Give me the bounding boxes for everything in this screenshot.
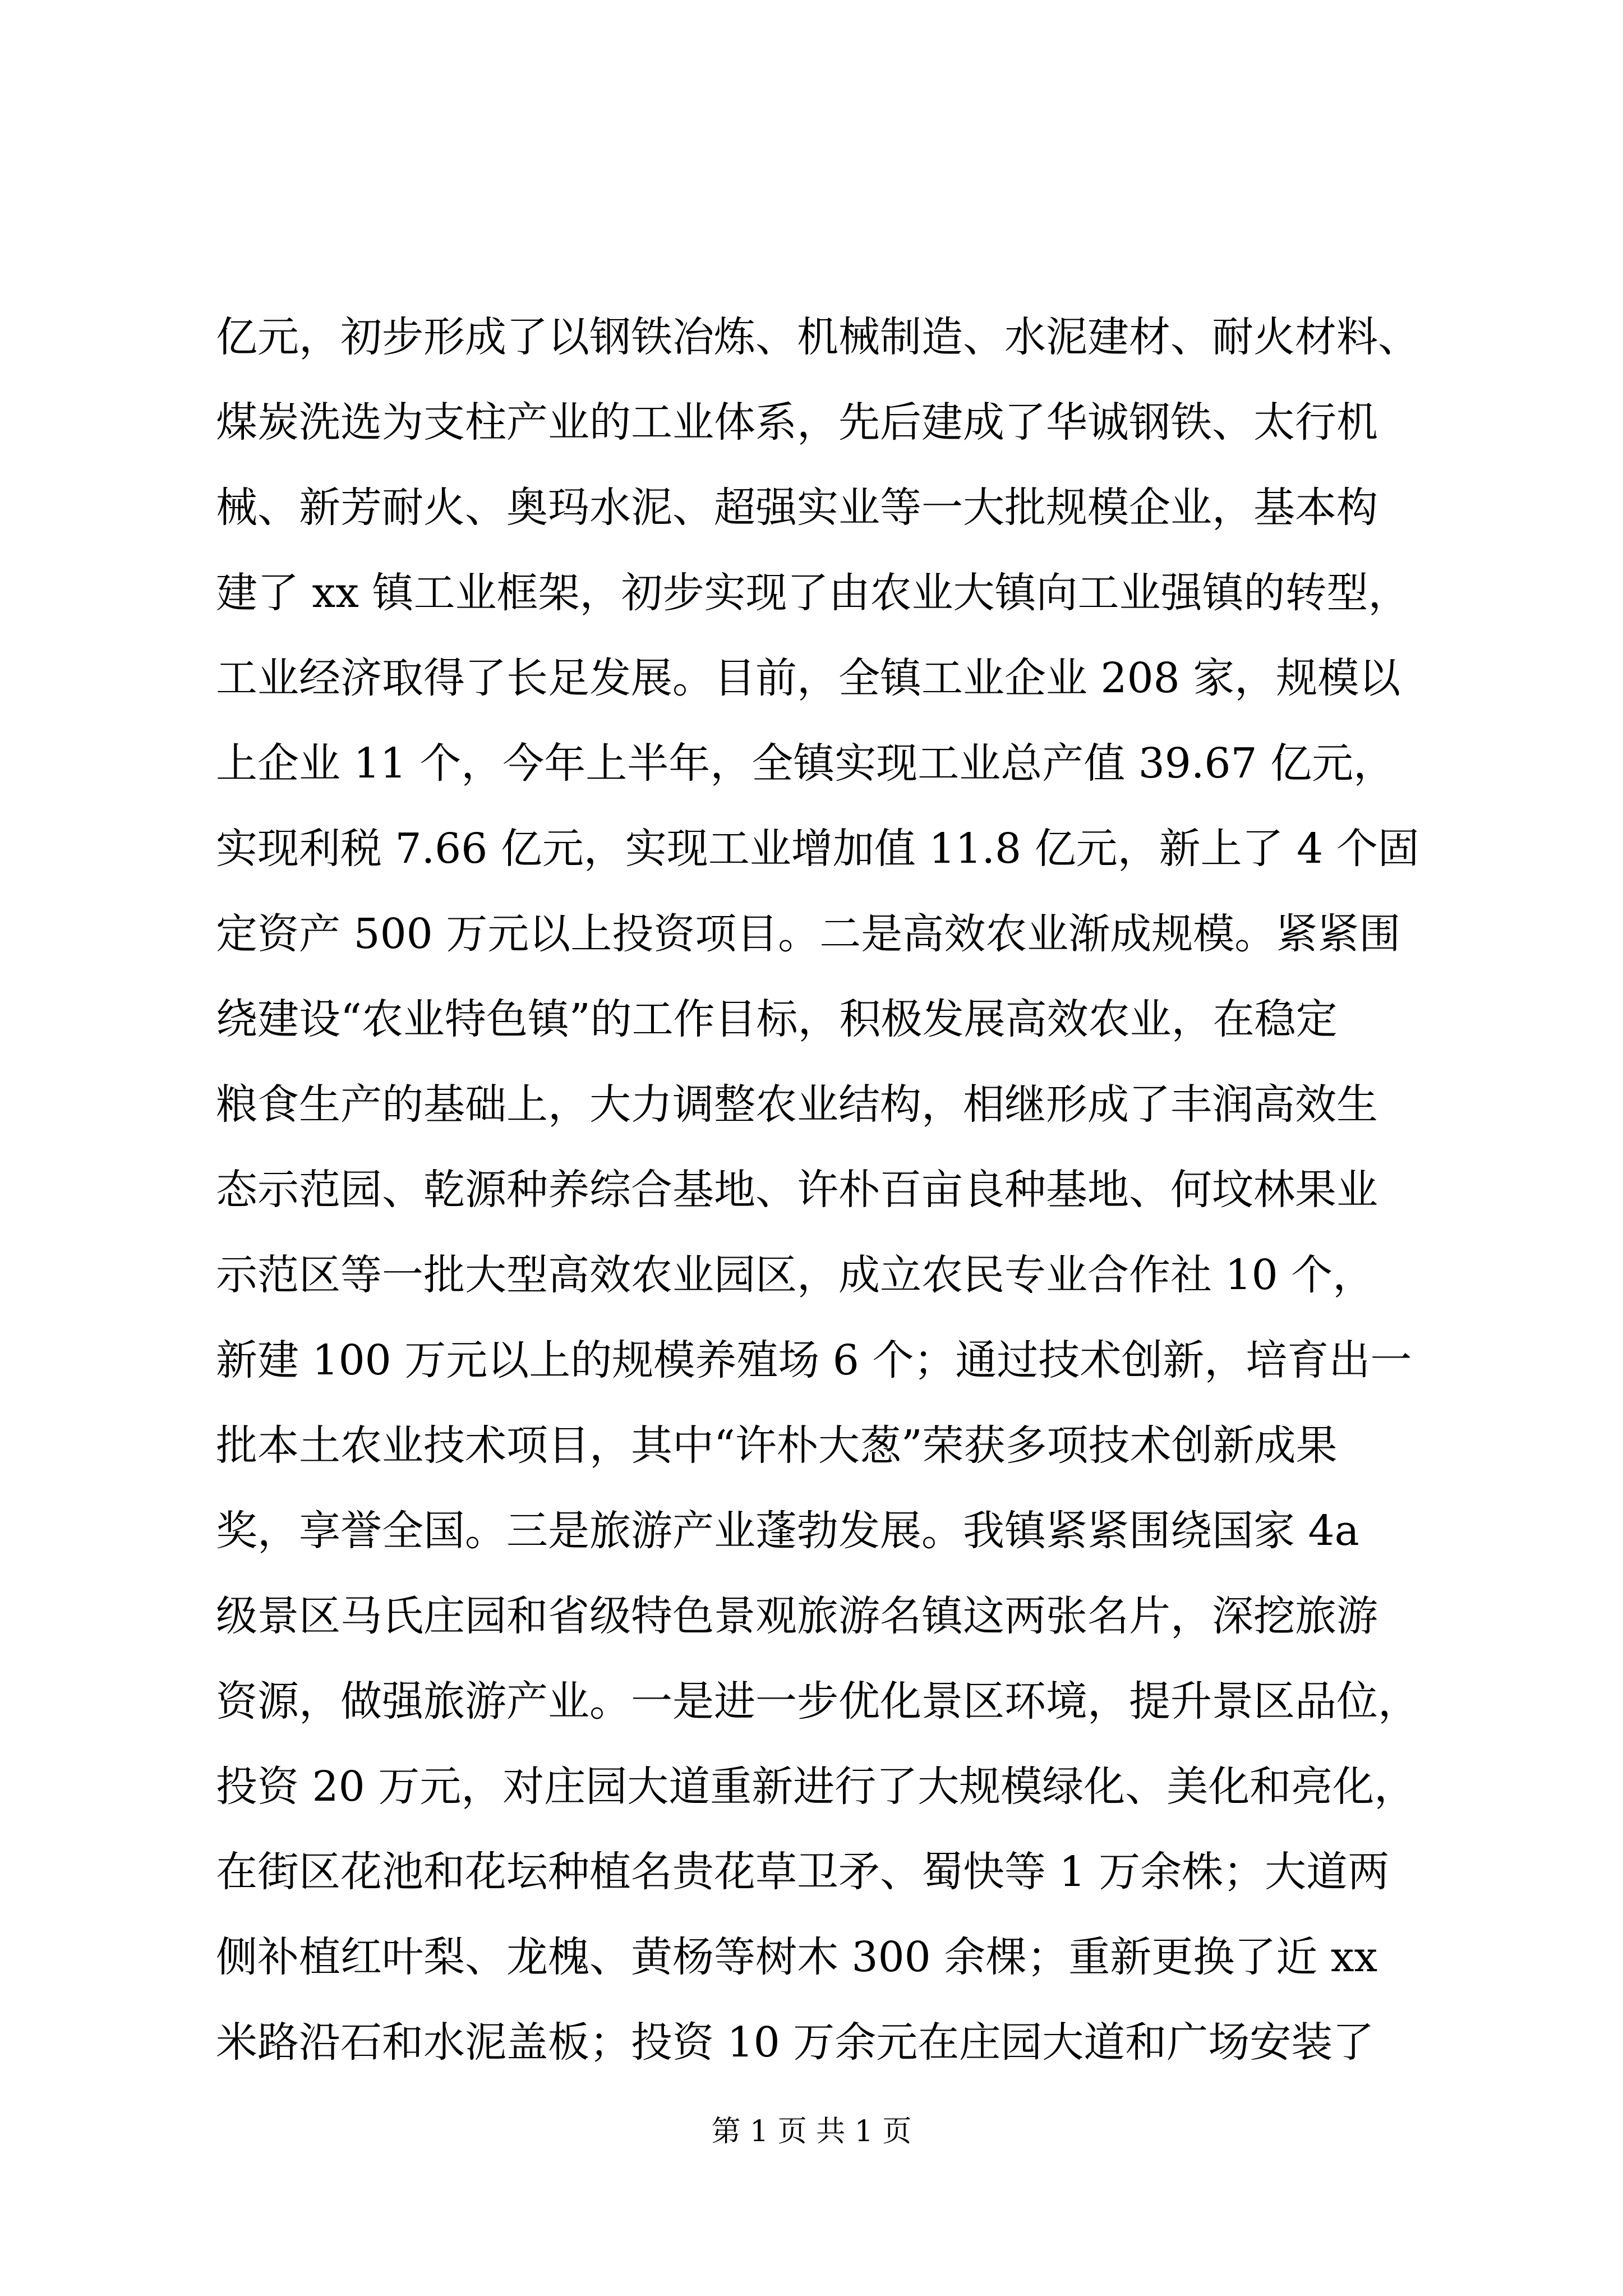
text-line: 投资 20 万元，对庄园大道重新进行了大规模绿化、美化和亮化， xyxy=(216,1763,1416,1811)
text-line: 批本土农业技术项目，其中“许朴大葱”荣获多项技术创新成果 xyxy=(216,1421,1338,1470)
text-line: 米路沿石和水泥盖板；投资 10 万余元在庄园大道和广场安装了 xyxy=(216,2018,1375,2067)
text-line: 定资产 500 万元以上投资项目。二是高效农业渐成规模。紧紧围 xyxy=(216,910,1401,958)
text-line: 级景区马氏庄园和省级特色景观旅游名镇这两张名片，深挖旅游 xyxy=(216,1592,1378,1640)
text-line: 煤炭洗选为支柱产业的工业体系，先后建成了华诚钢铁、太行机 xyxy=(216,398,1378,447)
text-line: 绕建设“农业特色镇”的工作目标，积极发展高效农业，在稳定 xyxy=(216,995,1338,1043)
text-line: 亿元，初步形成了以钢铁冶炼、机械制造、水泥建材、耐火材料、 xyxy=(216,313,1419,361)
text-line: 奖，享誉全国。三是旅游产业蓬勃发展。我镇紧紧围绕国家 4a xyxy=(216,1507,1359,1555)
text-line: 态示范园、乾源种养综合基地、许朴百亩良种基地、何坟林果业 xyxy=(216,1166,1378,1214)
text-line: 示范区等一批大型高效农业园区，成立农民专业合作社 10 个， xyxy=(216,1251,1375,1299)
text-line: 粮食生产的基础上，大力调整农业结构，相继形成了丰润高效生 xyxy=(216,1080,1378,1129)
text-line: 上企业 11 个，今年上半年，全镇实现工业总产值 39.67 亿元， xyxy=(216,739,1395,788)
text-line: 新建 100 万元以上的规模养殖场 6 个；通过技术创新，培育出一 xyxy=(216,1336,1412,1384)
text-line: 实现利税 7.66 亿元，实现工业增加值 11.8 亿元，新上了 4 个固 xyxy=(216,825,1419,873)
text-line: 在街区花池和花坛种植名贵花草卫矛、蜀快等 1 万余株；大道两 xyxy=(216,1848,1390,1896)
text-line: 侧补植红叶梨、龙槐、黄杨等树木 300 余棵；重新更换了近 xx xyxy=(216,1933,1378,1981)
text-line: 械、新芳耐火、奥玛水泥、超强实业等一大批规模企业，基本构 xyxy=(216,484,1378,532)
page-footer: 第 1 页 共 1 页 xyxy=(711,2115,912,2148)
text-line: 工业经济取得了长足发展。目前，全镇工业企业 208 家，规模以 xyxy=(216,654,1401,702)
text-line: 资源，做强旅游产业。一是进一步优化景区环境，提升景区品位， xyxy=(216,1677,1419,1726)
body-text xyxy=(216,295,1427,2085)
text-line: 建了 xx 镇工业框架，初步实现了由农业大镇向工业强镇的转型， xyxy=(216,569,1410,617)
